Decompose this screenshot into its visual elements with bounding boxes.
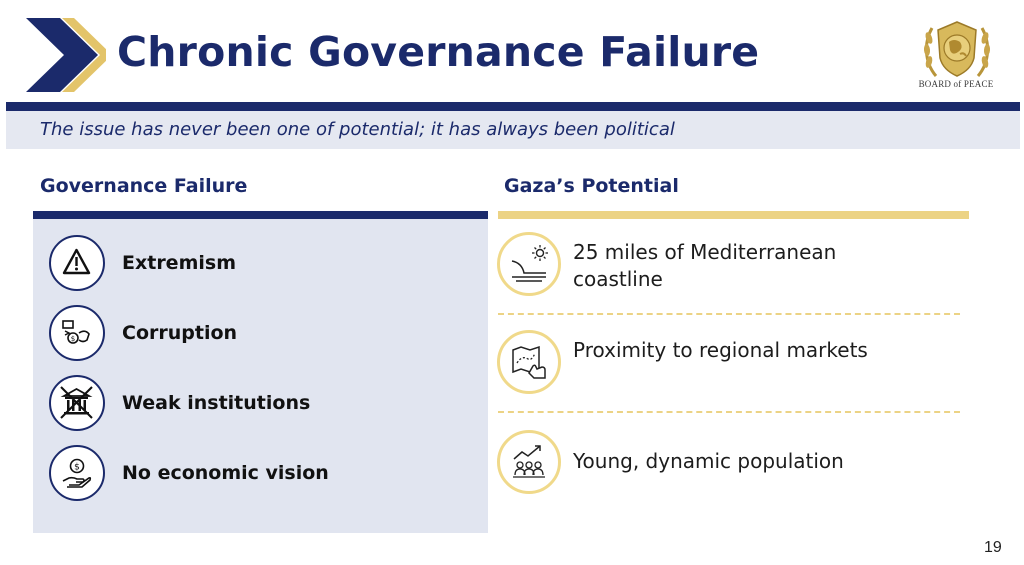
list-item-label: 25 miles of Mediterranean coastline: [573, 240, 837, 291]
page-title: Chronic Governance Failure: [117, 28, 760, 76]
logo-text: BOARD of PEACE: [918, 79, 994, 89]
header-rule: [6, 102, 1020, 111]
population-growth-icon: [497, 430, 561, 494]
hand-coin-icon: [49, 445, 105, 501]
list-item-weak-institutions: [49, 375, 469, 431]
map-hand-icon: [497, 330, 561, 394]
list-item-label: Weak institutions: [122, 392, 311, 414]
gaza-potential-heading: Gaza’s Potential: [504, 175, 679, 197]
list-item-no-economic-vision: [49, 445, 469, 501]
svg-text:$: $: [74, 462, 80, 473]
svg-text:$: $: [70, 335, 76, 343]
crossed-building-icon: [49, 375, 105, 431]
chevron-icon: [26, 18, 106, 92]
coastline-sun-icon: [497, 232, 561, 296]
money-exchange-icon: [49, 305, 105, 361]
list-item-label: No economic vision: [122, 462, 329, 484]
subtitle: The issue has never been one of potential; it has always been political: [40, 119, 675, 140]
list-item-corruption: [49, 305, 469, 361]
list-item-extremism: [49, 235, 469, 291]
list-item-label: Extremism: [122, 252, 236, 274]
gaza-potential-rule: [498, 211, 969, 219]
divider: [498, 313, 960, 315]
governance-failure-rule: [33, 211, 488, 219]
page-number: 19: [984, 539, 1002, 556]
divider: [498, 411, 960, 413]
governance-failure-heading: Governance Failure: [40, 175, 248, 197]
warning-icon: [49, 235, 105, 291]
list-item-label: Proximity to regional markets: [573, 338, 868, 362]
list-item-label: Young, dynamic population: [573, 449, 844, 473]
list-item-label: Corruption: [122, 322, 238, 344]
